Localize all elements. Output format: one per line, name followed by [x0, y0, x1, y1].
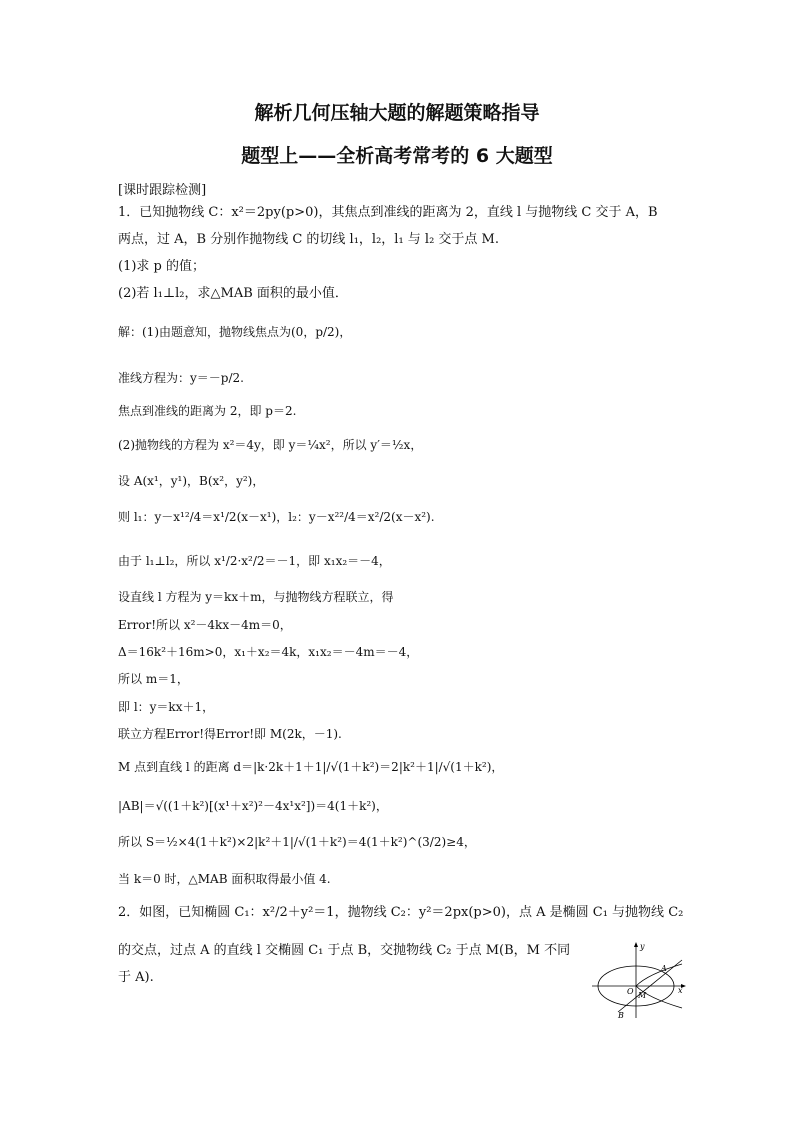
problem1-line2: 两点，过 A，B 分别作抛物线 C 的切线 l₁，l₂，l₁ 与 l₂ 交于点 M. — [118, 232, 499, 247]
problem1-question1: (1)求 p 的值； — [118, 259, 206, 274]
solution-line: |AB|＝√((1＋k²)[(x¹＋x²)²－4x¹x²])＝4(1＋k²)， — [118, 799, 388, 813]
solution-line: 则 l₁：y－x¹²/4＝x¹/2(x－x¹)，l₂：y－x²²/4＝x²/2(x－x²). — [118, 510, 435, 524]
problem2-line3: 于 A). — [118, 970, 154, 985]
y-axis-arrow — [634, 942, 638, 947]
solution-line: Δ＝16k²＋16m>0，x₁＋x₂＝4k，x₁x₂＝－4m＝－4， — [118, 645, 419, 659]
solution-line: 解：(1)由题意知，抛物线焦点为(0，p/2)， — [118, 325, 352, 339]
solution-line: (2)抛物线的方程为 x²＝4y，即 y＝¼x²，所以 y′＝½x， — [118, 438, 423, 452]
problem2-line2: 的交点，过点 A 的直线 l 交椭圆 C₁ 于点 B，交抛物线 C₂ 于点 M(B，M 不同 — [118, 943, 571, 958]
label-y: y — [640, 942, 645, 951]
ellipse-parabola-figure — [588, 940, 688, 1020]
solution-line: Error!所以 x²－4kx－4m＝0， — [118, 618, 292, 632]
label-o: O — [627, 987, 634, 996]
page-subtitle: 题型上——全析高考常考的 6 大题型 — [241, 145, 553, 167]
solution-line: 设直线 l 方程为 y＝kx＋m，与抛物线方程联立，得 — [118, 590, 394, 604]
solution-line: 当 k＝0 时，△MAB 面积取得最小值 4. — [118, 872, 331, 886]
solution-line: 联立方程Error!得Error!即 M(2k，－1). — [118, 727, 342, 741]
label-b: B — [618, 1011, 624, 1020]
page-title: 解析几何压轴大题的解题策略指导 — [254, 102, 540, 124]
solution-line: 焦点到准线的距离为 2，即 p＝2. — [118, 404, 297, 418]
problem2-line1: 2．如图，已知椭圆 C₁：x²/2＋y²＝1，抛物线 C₂：y²＝2px(p>0)，点 A 是椭圆 C₁ 与抛物线 C₂ — [118, 905, 684, 920]
label-x: x — [678, 986, 683, 995]
solution-line: 所以 S＝½×4(1＋k²)×2|k²＋1|/√(1＋k²)＝4(1＋k²)^(3/2)≥4， — [118, 835, 476, 849]
label-a: A — [661, 964, 667, 973]
solution-line: 所以 m＝1， — [118, 672, 189, 686]
solution-line: M 点到直线 l 的距离 d＝|k·2k＋1＋1|/√(1＋k²)＝2|k²＋1|/√(1＋k²)， — [118, 760, 504, 774]
problem1-line1: 1．已知抛物线 C：x²＝2py(p>0)，其焦点到准线的距离为 2，直线 l 与抛物线 C 交于 A，B — [118, 205, 658, 220]
solution-line: 即 l：y＝kx＋1， — [118, 700, 215, 714]
label-m: M — [638, 991, 647, 1000]
solution-line: 设 A(x¹，y¹)，B(x²，y²)， — [118, 474, 265, 488]
solution-line: 准线方程为：y＝－p/2. — [118, 371, 244, 385]
problem1-question2: (2)若 l₁⊥l₂，求△MAB 面积的最小值． — [118, 286, 348, 301]
solution-line: 由于 l₁⊥l₂，所以 x¹/2·x²/2＝－1，即 x₁x₂＝－4， — [118, 554, 391, 568]
section-label: [课时跟踪检测] — [118, 183, 207, 198]
